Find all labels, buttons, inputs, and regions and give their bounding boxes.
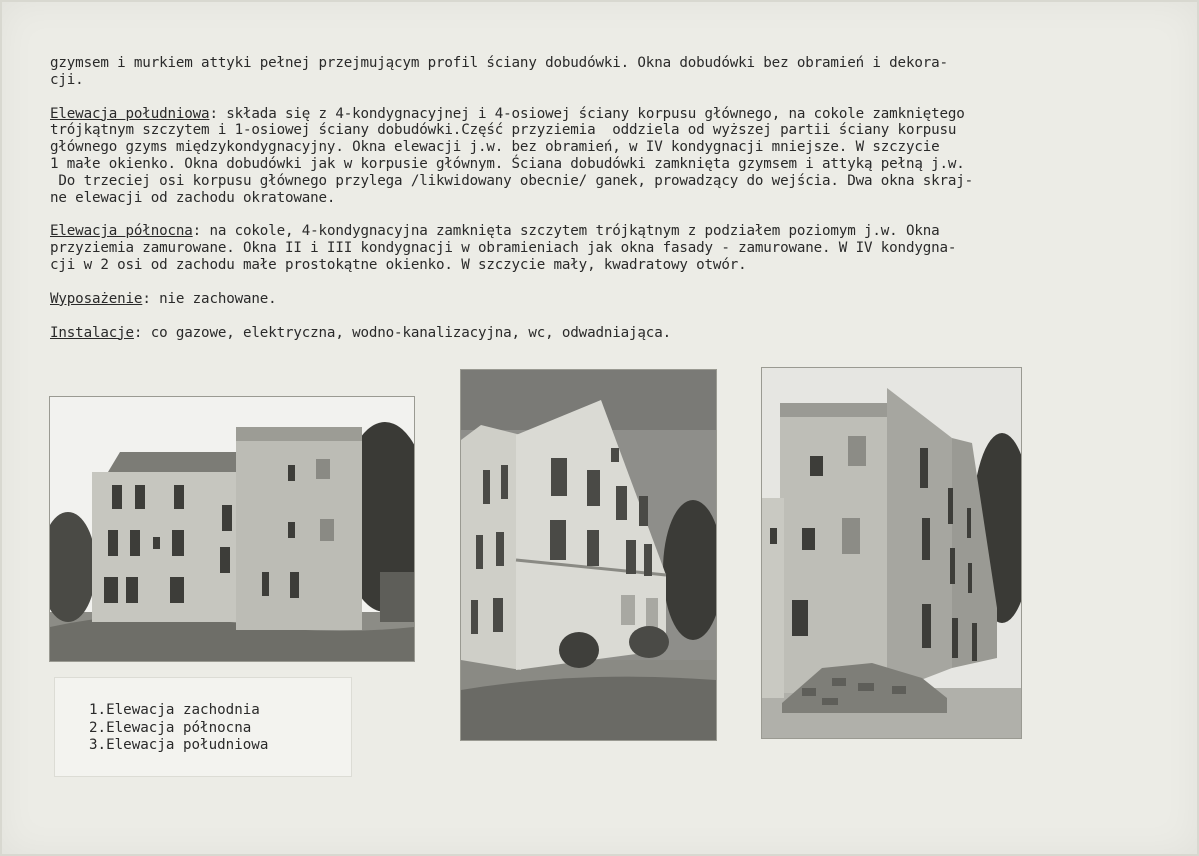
photo-south-elevation xyxy=(762,368,1021,738)
paragraph-north-elevation xyxy=(50,223,1160,273)
text-line: ne elewacji od zachodu okratowane. xyxy=(50,189,336,206)
text-line: przyziemia zamurowane. Okna II i III kondygnacji w obramieniach jak okna fasady - zamurowane. W IV kondygna- xyxy=(50,240,957,257)
caption-item: 2.Elewacja północna xyxy=(89,719,252,736)
paragraph-equipment xyxy=(50,291,1160,308)
text-line: trójkątnym szczytem i 1-osiowej ściany dobudówki.Część przyziemia oddziela od wyższej partii ściany korpusu xyxy=(50,122,957,139)
caption-card xyxy=(55,678,351,776)
text-line: gzymsem i murkiem attyki pełnej przejmującym profil ściany dobudówki. Okna dobudówki bez obramień i dekora- xyxy=(50,55,948,71)
text-line: : składa się z 4-kondygnacyjnej i 4-osiowej ściany korpusu głównego, na cokole zamkniętego xyxy=(209,105,965,122)
section-heading: Elewacja południowa xyxy=(50,105,210,122)
text-line: cji. xyxy=(50,71,84,88)
section-heading: Instalacje xyxy=(50,324,134,341)
text-line: : na cokole, 4-kondygnacyjna zamknięta szczytem trójkątnym z podziałem poziomym j.w. Okna xyxy=(192,223,940,240)
section-heading: Wyposażenie xyxy=(50,290,143,307)
paragraph-installations xyxy=(50,325,1160,342)
text-line: 1 małe okienko. Okna dobudówki jak w korpusie głównym. Ściana dobudówki zamknięta gzymsem i attyką pełną j.w. xyxy=(50,155,965,172)
text-line: : co gazowe, elektryczna, wodno-kanalizacyjna, wc, odwadniająca. xyxy=(133,324,671,341)
caption-list xyxy=(89,702,268,755)
text-line: głównego gzyms międzykondygnacyjny. Okna elewacji j.w. bez obramień, w IV kondygnacji mniejsze. W szczycie xyxy=(50,139,940,156)
photo-north-elevation xyxy=(461,370,716,740)
text-line: cji w 2 osi od zachodu małe prostokątne okienko. W szczycie mały, kwadratowy otwór. xyxy=(50,256,747,273)
caption-item: 1.Elewacja zachodnia xyxy=(89,702,260,718)
typed-text-block xyxy=(50,55,1160,341)
paragraph-south-elevation xyxy=(50,106,1160,207)
text-line: Do trzeciej osi korpusu głównego przylega /likwidowany obecnie/ ganek, prowadzący do wejścia. Dwa okna skraj- xyxy=(50,172,974,189)
section-heading: Elewacja północna xyxy=(50,223,193,240)
caption-item: 3.Elewacja południowa xyxy=(89,737,269,753)
text-line: : nie zachowane. xyxy=(142,290,277,307)
photo-west-elevation xyxy=(50,397,414,661)
paragraph-continuation xyxy=(50,55,1160,89)
